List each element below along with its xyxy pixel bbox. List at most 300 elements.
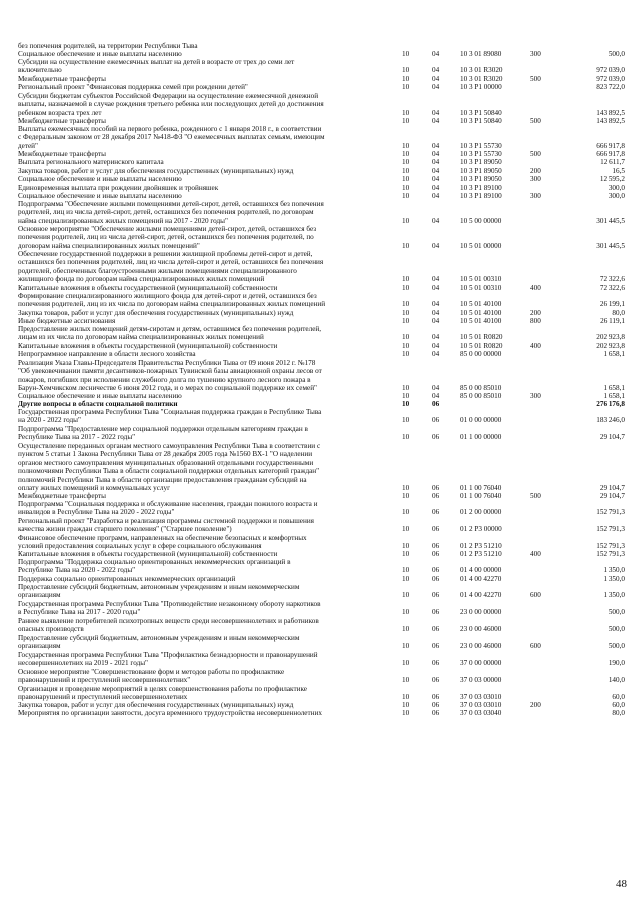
row-amount: 972 039,0 [596,75,625,83]
row-section: 10 [402,659,410,668]
row-amount: 1 350,0 [603,591,625,600]
row-target-article: 10 3 P1 89050 [460,175,502,183]
row-amount: 140,0 [608,676,625,685]
row-section: 10 [402,484,410,492]
row-target-article: 37 0 00 00000 [460,659,502,668]
row-target-article: 10 3 P1 50840 [460,108,502,117]
row-expense-type: 200 [530,701,541,709]
row-subsection: 04 [432,241,440,250]
row-name-line: полномочий Республики Тыва в области организации предоставления гражданам субсидий на [18,475,307,484]
row-section: 10 [402,216,410,225]
row-amount: 1 350,0 [603,575,625,583]
row-expense-type: 400 [530,342,541,350]
row-subsection: 06 [432,591,440,600]
row-name-line: полномочиями Республики Тыва в области социальной поддержки отдельных категорий граждан" [18,467,320,476]
row-section: 10 [402,642,410,651]
row-target-article: 23 0 00 00000 [460,608,502,617]
row-name-line: Подпрограмма "Обеспечение жилыми помещениями детей-сирот, детей, оставшихся без попечения [18,200,324,208]
row-subsection: 04 [432,392,440,400]
row-name-line: Межбюджетные трансферты [18,492,106,500]
row-subsection: 06 [432,709,440,717]
row-name-line: Мероприятия по организации занятости, досуга временного трудоустройства несовершеннолетних [18,709,322,717]
row-name-line: Другие вопросы в области социальной политики [18,400,178,408]
row-target-article: 01 2 00 00000 [460,508,502,517]
row-section: 10 [402,492,410,500]
row-name-line: Субсидии бюджетам субъектов Российской Федерации на осуществление ежемесячной денежной [18,92,319,100]
row-section: 10 [402,300,410,309]
row-subsection: 04 [432,141,440,150]
row-name-line: Межбюджетные трансферты [18,150,106,158]
row-expense-type: 500 [530,75,541,83]
row-section: 10 [402,676,410,685]
row-name [18,158,390,166]
row-subsection: 04 [432,342,440,350]
row-name-line: без попечения родителей, на территории Республики Тыва [18,42,198,50]
row-target-article: 10 3 P1 00000 [460,83,502,91]
row-name [18,83,390,91]
row-name-line: Капитальные вложения в объекты государственной (муниципальной) собственности [18,342,278,350]
row-subsection: 04 [432,117,440,125]
row-subsection: 06 [432,400,440,408]
row-name-line: Региональный проект "Финансовая поддержка семей при рождении детей" [18,83,248,91]
row-amount: 143 892,5 [596,117,625,125]
row-amount: 60,0 [612,693,625,702]
row-name [18,359,390,393]
row-target-article: 23 0 00 46000 [460,642,502,651]
row-name-line: Социальное обеспечение и иные выплаты населению [18,175,182,183]
row-subsection: 06 [432,701,440,709]
row-section: 10 [402,66,410,75]
row-subsection: 06 [432,525,440,534]
row-name-line: Поддержка социально ориентированных некоммерческих организаций [18,575,236,583]
row-subsection: 04 [432,158,440,166]
row-subsection: 04 [432,350,440,358]
row-amount: 80,0 [612,709,625,717]
row-name [18,534,390,551]
row-section: 10 [402,192,410,200]
row-target-article: 37 0 03 03040 [460,709,502,717]
row-name-line: Основное мероприятие "Обеспечение жилыми помещениями детей-сирот, детей, оставшихся без [18,225,317,233]
row-section: 10 [402,350,410,358]
row-section: 10 [402,701,410,709]
row-name-line: Единовременная выплата при рождении двойняшек и тройняшек [18,184,219,192]
row-name [18,668,390,685]
row-target-article: 85 0 00 00000 [460,350,502,358]
row-target-article: 10 5 01 00310 [460,275,502,284]
row-section: 10 [402,591,410,600]
row-amount: 202 923,8 [596,342,625,350]
row-name-line: выплаты, назначаемой в случае рождения третьего ребенка или последующих детей до достижения [18,100,324,109]
row-amount: 1 658,1 [603,384,625,393]
row-section: 10 [402,184,410,192]
row-name-line: организациям [18,591,61,600]
row-amount: 26 119,1 [600,317,625,325]
row-expense-type: 400 [530,284,541,292]
row-name-line: жилищного фонда по договорам найма специализированных жилых помещений [18,275,265,284]
row-target-article: 10 3 P1 89050 [460,167,502,175]
row-subsection: 04 [432,175,440,183]
row-amount: 500,0 [608,625,625,634]
row-amount: 1 658,1 [603,350,625,358]
row-subsection: 06 [432,642,440,651]
row-subsection: 06 [432,433,440,442]
row-name-line: Закупка товаров, работ и услуг для обеспечения государственных (муниципальных) нужд [18,167,294,175]
row-name-line: несовершеннолетних на 2019 - 2021 годы" [18,659,148,668]
row-amount: 276 176,8 [596,400,625,408]
page-number: 48 [616,878,627,890]
row-target-article: 01 0 00 00000 [460,416,502,425]
row-section: 10 [402,309,410,317]
row-name-line: оплату жилых помещений и коммунальных услуг [18,484,171,493]
row-section: 10 [402,433,410,442]
row-subsection: 04 [432,66,440,75]
row-target-article: 85 0 00 85010 [460,384,502,393]
row-target-article: 10 3 01 R3020 [460,75,503,83]
row-target-article: 10 5 01 40100 [460,317,502,325]
row-name-line: Обеспечение государственной поддержки в решении жилищной проблемы детей-сирот и детей, [18,250,313,258]
row-target-article: 01 1 00 76040 [460,484,502,492]
row-name-line: лицам из их числа по договорам найма специализированных жилых помещений [18,333,264,342]
row-name-line: Предоставление субсидий бюджетным, автономным учреждениям и иным некоммерческим [18,634,300,642]
row-section: 10 [402,416,410,425]
row-name-line: с Федеральным законом от 28 декабря 2017 №418-ФЗ "О ежемесячных выплатах семьям, имеющим [18,133,325,142]
row-name-line: Предоставление субсидий бюджетным, автономным учреждениям и иным некоммерческим [18,583,300,591]
row-subsection: 04 [432,50,440,58]
row-amount: 666 917,8 [596,141,625,150]
row-target-article: 01 4 00 42270 [460,575,502,583]
row-expense-type: 200 [530,309,541,317]
row-name-line: Подпрограмма "Поддержка социально ориентированных некоммерческих организаций в [18,558,291,566]
row-name-line: Финансовое обеспечение программ, направленных на обеспечение безопасных и комфортных [18,534,307,542]
row-amount: 1 658,1 [603,392,625,400]
row-subsection: 04 [432,317,440,325]
row-amount: 1 350,0 [603,566,625,575]
row-name [18,617,390,634]
row-target-article: 01 4 00 00000 [460,566,502,575]
row-target-article: 10 5 01 R0820 [460,342,503,350]
row-expense-type: 300 [530,192,541,200]
row-amount: 202 923,8 [596,333,625,342]
row-name-line: Государственная программа Республики Тыва "Социальная поддержка граждан в Республике Тыва [18,408,322,416]
row-amount: 300,0 [608,184,625,192]
row-expense-type: 300 [530,392,541,400]
row-name-line: найма специализированных жилых помещений на 2017 - 2020 годы" [18,216,228,225]
row-name-line: Закупка товаров, работ и услуг для обеспечения государственных (муниципальных) нужд [18,309,294,317]
row-subsection: 06 [432,542,440,551]
row-name [18,125,390,150]
row-target-article: 10 3 01 R3020 [460,66,503,75]
row-amount: 300,0 [608,192,625,200]
row-name-line: родителей, обеспеченных благоустроенными жилыми помещениями специализированного [18,266,297,275]
row-name-line: Региональный проект "Разработка и реализация программы системной поддержки и повышения [18,517,314,525]
row-name-line: на 2020 - 2022 годы" [18,416,81,425]
row-subsection: 04 [432,309,440,317]
row-target-article: 10 3 P1 89050 [460,158,502,166]
row-section: 10 [402,83,410,91]
row-amount: 29 104,7 [599,492,625,500]
row-section: 10 [402,508,410,517]
row-name [18,92,390,117]
row-section: 10 [402,158,410,166]
row-name [18,685,390,702]
row-subsection: 04 [432,284,440,292]
row-target-article: 10 3 P1 89100 [460,192,502,200]
row-name-line: организациям [18,642,61,651]
row-name-line: качества жизни граждан старшего поколения" ("Старшее поколение") [18,525,232,534]
row-section: 10 [402,317,410,325]
row-name [18,175,390,183]
row-amount: 152 791,3 [596,550,625,558]
row-name [18,425,390,442]
row-name-line: родителей, лиц из числа детей-сирот, детей, оставшихся без попечения родителей, по договорам [18,208,314,217]
row-name [18,225,390,250]
row-target-article: 01 2 P3 00000 [460,525,502,534]
row-name-line: Субсидии на осуществление ежемесячных выплат на детей в возрасте от трех до семи лет [18,58,295,66]
row-amount: 666 917,8 [596,150,625,158]
row-amount: 143 892,5 [596,108,625,117]
row-expense-type: 500 [530,150,541,158]
row-target-article: 01 1 00 76040 [460,492,502,500]
row-amount: 12 611,7 [600,158,625,166]
row-amount: 152 791,3 [596,525,625,534]
row-name-line: Капитальные вложения в объекты государственной (муниципальной) собственности [18,284,278,292]
row-section: 10 [402,167,410,175]
row-name-line: Межбюджетные трансферты [18,117,106,125]
row-name-line: Раннее выявление потребителей психотропных веществ среди несовершеннолетних и работников [18,617,319,625]
row-section: 10 [402,525,410,534]
row-section: 10 [402,275,410,284]
row-subsection: 04 [432,108,440,117]
row-amount: 183 246,0 [596,416,625,425]
row-amount: 72 322,6 [599,284,625,292]
row-name-line: договорам найма специализированных жилых помещений" [18,241,200,250]
row-name-line: Реализация Указа Главы-Председателя Правительства Республики Тыва от 09 июня 2012 г. №178 [18,359,316,367]
row-subsection: 06 [432,508,440,517]
row-name-line: Социальное обеспечение и иные выплаты населению [18,392,182,400]
row-expense-type: 400 [530,550,541,558]
row-expense-type: 500 [530,492,541,500]
row-target-article: 10 5 01 40100 [460,309,502,317]
row-subsection: 04 [432,275,440,284]
row-name-line: инвалидов в Республике Тыва на 2020 - 2022 годы" [18,508,175,517]
row-subsection: 06 [432,416,440,425]
row-subsection: 04 [432,192,440,200]
row-section: 10 [402,608,410,617]
row-amount: 152 791,3 [596,542,625,551]
row-name-line: Барун-Хемчикском лесничестве 6 июня 2012 года, и о мерах по социальной поддержке их семей" [18,384,317,393]
row-subsection: 04 [432,216,440,225]
row-section: 10 [402,50,410,58]
row-amount: 500,0 [608,608,625,617]
row-section: 10 [402,400,410,408]
row-amount: 16,5 [612,167,625,175]
row-amount: 190,0 [608,659,625,668]
row-name-line: попечения родителей, лиц из числа детей-сирот, детей, оставшихся без попечения родителей, по [18,233,314,242]
row-amount: 26 199,1 [599,300,625,309]
row-section: 10 [402,542,410,551]
row-target-article: 10 5 01 40100 [460,300,502,309]
row-target-article: 23 0 00 46000 [460,625,502,634]
row-name-line: пунктом 5 статьи 1 Закона Республики Тыва от 28 декабря 2005 года №1560 ВХ-1 "О наделении [18,450,313,459]
row-section: 10 [402,709,410,717]
row-section: 10 [402,342,410,350]
row-subsection: 06 [432,625,440,634]
row-name-line: Предоставление жилых помещений детям-сиротам и детям, оставшимся без попечения родителей, [18,325,322,333]
row-section: 10 [402,575,410,583]
row-name-line: условий предоставления социальных услуг в сфере социального обслуживания [18,542,262,551]
row-name-line: правонарушений и преступлений несовершеннолетних" [18,676,191,685]
row-name-line: органов местного самоуправления муниципальных образований отдельными государственными [18,458,314,467]
row-section: 10 [402,384,410,393]
row-section: 10 [402,392,410,400]
row-name-line: включительно [18,66,62,75]
row-name-line: Основное мероприятие "Совершенствование форм и методов работы по профилактике [18,668,285,676]
row-name [18,58,390,75]
row-name-line: Республике Тыва на 2020 - 2022 годы" [18,566,136,575]
row-expense-type: 800 [530,317,541,325]
row-name-line: пожаров, погибших при исполнении служебного долга по тушению крупного лесного пожара в [18,375,311,384]
row-target-article: 10 3 P1 55730 [460,141,502,150]
row-amount: 72 322,6 [599,275,625,284]
row-name-line: Капитальные вложения в объекты государственной (муниципальной) собственности [18,550,278,558]
row-section: 10 [402,550,410,558]
row-section: 10 [402,175,410,183]
row-amount: 972 039,0 [596,66,625,75]
row-name-line: Подпрограмма "Предоставление мер социальной поддержки отдельным категориям граждан в [18,425,308,433]
row-section: 10 [402,75,410,83]
row-subsection: 06 [432,550,440,558]
row-amount: 301 445,5 [596,241,625,250]
row-section: 10 [402,117,410,125]
row-section: 10 [402,150,410,158]
row-name-line: в Республике Тыва на 2017 - 2020 годы" [18,608,141,617]
row-subsection: 04 [432,333,440,342]
row-target-article: 10 3 01 89080 [460,50,502,58]
row-amount: 152 791,3 [596,508,625,517]
row-subsection: 06 [432,492,440,500]
row-target-article: 10 5 00 00000 [460,216,502,225]
row-section: 10 [402,141,410,150]
row-name-line: детей" [18,141,38,150]
row-subsection: 04 [432,75,440,83]
row-name-line: Подпрограмма "Социальная поддержка и обслуживание населения, граждан пожилого возраста и [18,500,318,508]
row-target-article: 37 0 03 03010 [460,701,502,709]
row-name-line: Иные бюджетные ассигнования [18,317,116,325]
row-name [18,325,390,342]
row-name [18,517,390,534]
row-name-line: правонарушений и преступлений несовершеннолетних [18,693,188,702]
row-expense-type: 300 [530,175,541,183]
row-name [18,292,390,309]
row-name [18,651,390,668]
row-name [18,442,390,492]
row-name [18,350,390,358]
row-amount: 823 722,0 [596,83,625,91]
row-name [18,709,390,717]
row-subsection: 06 [432,566,440,575]
row-name-line: попечения родителей, лиц из их числа по договорам найма специализированных жилых помещений [18,300,326,309]
row-name-line: Выплата регионального материнского капитала [18,158,164,166]
row-target-article: 37 0 03 00000 [460,676,502,685]
row-amount: 500,0 [608,50,625,58]
row-target-article: 01 2 P3 51210 [460,542,502,551]
row-expense-type: 600 [530,642,541,651]
row-subsection: 04 [432,83,440,91]
row-amount: 60,0 [612,701,625,709]
row-subsection: 06 [432,575,440,583]
row-name-line: Республике Тыва на 2017 - 2022 годы" [18,433,136,442]
row-name [18,250,390,284]
row-subsection: 04 [432,184,440,192]
row-name-line: Социальное обеспечение и иные выплаты населению [18,192,182,200]
row-expense-type: 600 [530,591,541,600]
row-subsection: 04 [432,384,440,393]
row-expense-type: 200 [530,167,541,175]
row-target-article: 01 1 00 00000 [460,433,502,442]
row-subsection: 06 [432,608,440,617]
row-name-line: оставшихся без попечения родителей, лиц из числа детей-сирот и детей, оставшихся без попечения [18,258,324,267]
row-name [18,634,390,651]
row-section: 10 [402,693,410,702]
row-target-article: 10 3 P1 55730 [460,150,502,158]
row-amount: 29 104,7 [599,433,625,442]
row-amount: 500,0 [608,642,625,651]
row-target-article: 10 3 P1 89100 [460,184,502,192]
row-subsection: 06 [432,659,440,668]
row-name [18,600,390,617]
row-section: 10 [402,108,410,117]
row-name-line: Формирование специализированного жилищного фонда для детей-сирот и детей, оставшихся без [18,292,317,300]
row-target-article: 01 2 P3 51210 [460,550,502,558]
row-subsection: 06 [432,484,440,492]
row-name-line: опасных производств [18,625,84,634]
row-name-line: Межбюджетные трансферты [18,75,106,83]
row-name-line: Организация и проведение мероприятий в целях совершенствования работы по профилактике [18,685,307,693]
row-section: 10 [402,284,410,292]
row-name-line: Выплаты ежемесячных пособий на первого ребенка, рожденного с 1 января 2018 г., в соответствии [18,125,322,133]
row-target-article: 37 0 03 03010 [460,693,502,702]
row-target-article: 01 4 00 42270 [460,591,502,600]
row-expense-type: 500 [530,117,541,125]
row-name [18,583,390,600]
row-target-article: 10 3 P1 50840 [460,117,502,125]
row-name-line: Социальное обеспечение и иные выплаты населению [18,50,182,58]
row-subsection: 06 [432,693,440,702]
row-section: 10 [402,566,410,575]
row-name-line: "Об увековечивании памяти десантников-пожарных Тувинской базы авиационной охраны лесов от [18,367,322,376]
row-name [18,558,390,575]
row-name-line: Государственная программа Республики Тыва "Противодействие незаконному обороту наркотиков [18,600,321,608]
row-name [18,500,390,517]
row-name-line: Осуществление переданных органам местного самоуправления Республики Тыва в соответствии с [18,442,321,450]
row-name [18,200,390,225]
row-subsection: 04 [432,150,440,158]
row-name-line: ребенком возраста трех лет [18,108,102,117]
row-subsection: 04 [432,167,440,175]
row-target-article: 10 5 01 R0820 [460,333,503,342]
row-amount: 29 104,7 [599,484,625,492]
row-subsection: 04 [432,300,440,309]
row-name-line: Государственная программа Республики Тыва "Профилактика безнадзорности и правонарушений [18,651,318,659]
row-subsection: 06 [432,676,440,685]
row-name-line: Непрограммное направление в области лесного хозяйства [18,350,196,358]
row-section: 10 [402,625,410,634]
row-target-article: 10 5 01 00310 [460,284,502,292]
row-target-article: 10 5 01 00000 [460,241,502,250]
row-section: 10 [402,333,410,342]
row-name-line: Закупка товаров, работ и услуг для обеспечения государственных (муниципальных) нужд [18,701,294,709]
row-amount: 80,0 [612,309,625,317]
